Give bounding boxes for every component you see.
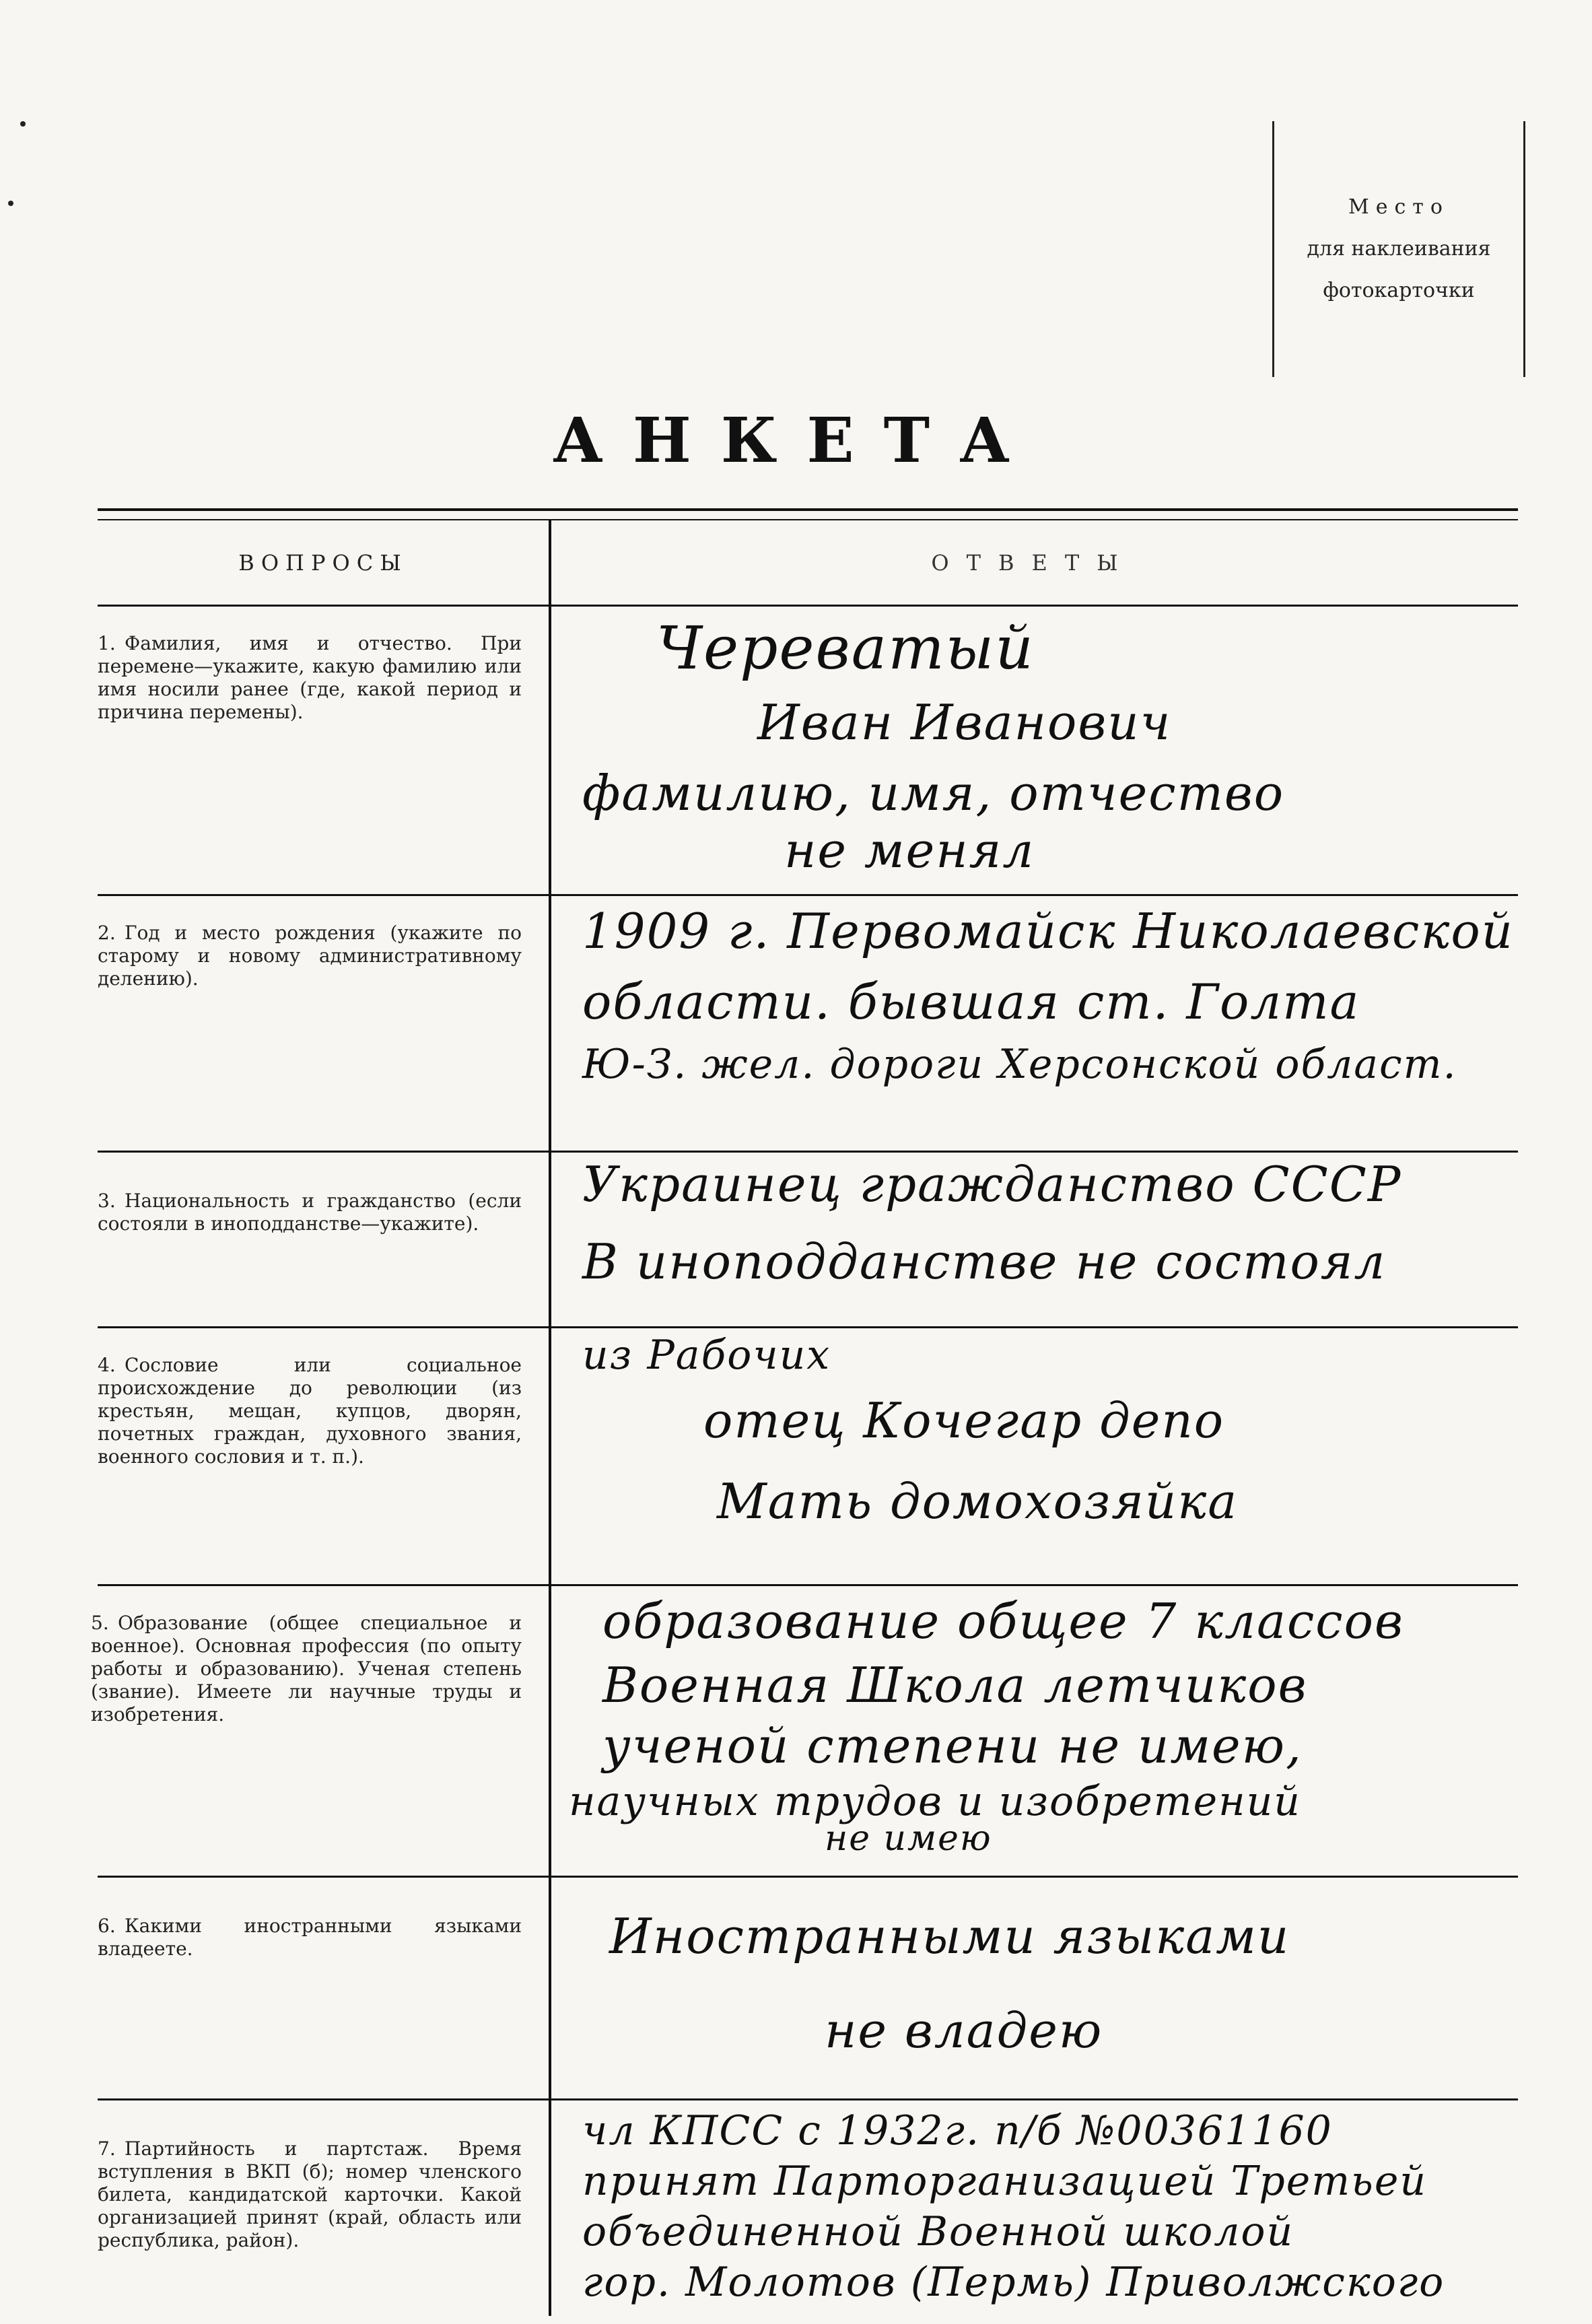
- photo-placeholder-box: [1272, 121, 1525, 377]
- answer-cell: [569, 2100, 1518, 2316]
- question-text: [98, 922, 522, 990]
- handwritten-answer-line: научных трудов и изобретений: [569, 1778, 1301, 1825]
- question-label: Образование (общее специальное и военное). Основная профессия (по опыту работы и образованию). Ученая степень (звание). Имеете ли научные труды и изобретения.: [91, 1612, 522, 1725]
- handwritten-answer-line: 1909 г. Первомайск Николаевской: [582, 903, 1515, 959]
- photo-box-line-2: для наклеивания: [1307, 237, 1491, 261]
- handwritten-answer-line: образование общее 7 классов: [602, 1593, 1404, 1649]
- column-divider: [549, 1586, 551, 1876]
- answer-cell: [569, 1328, 1518, 1584]
- question-text: [91, 1612, 522, 1726]
- scan-speck: [8, 201, 13, 206]
- question-number: 1.: [98, 632, 116, 654]
- handwritten-answer-line: объединенной Военной школой: [582, 2208, 1294, 2255]
- question-row-1: [98, 607, 1518, 896]
- handwritten-answer-line: Ю-З. жел. дороги Херсонской област.: [582, 1041, 1457, 1088]
- question-row-5: [91, 1586, 1518, 1878]
- handwritten-answer-line: области. бывшая ст. Голта: [582, 973, 1360, 1030]
- handwritten-answer-line: отец Кочегар депо: [703, 1392, 1225, 1449]
- photo-box-line-1: Место: [1348, 195, 1449, 219]
- handwritten-answer-line: Иван Иванович: [757, 694, 1172, 751]
- question-label: Национальность и гражданство (если состояли в иноподданстве—укажите).: [98, 1190, 522, 1235]
- form-title: АНКЕТА: [552, 404, 1040, 477]
- answer-cell: [569, 1153, 1518, 1326]
- question-text: [98, 1354, 522, 1468]
- handwritten-answer-line: принят Парторганизацией Третьей: [582, 2158, 1427, 2205]
- answer-cell: [569, 607, 1518, 894]
- handwritten-answer-line: не владею: [825, 2002, 1103, 2059]
- question-number: 3.: [98, 1190, 116, 1212]
- scan-speck: [20, 121, 26, 127]
- table-header: [98, 520, 1518, 607]
- handwritten-answer-line: фамилию, имя, отчество: [582, 765, 1285, 821]
- handwritten-answer-line: не имею: [825, 1818, 992, 1859]
- question-number: 6.: [98, 1915, 116, 1937]
- answer-cell: [569, 896, 1518, 1151]
- question-number: 2.: [98, 922, 116, 944]
- question-label: Год и место рождения (укажите по старому и новому административному делению).: [98, 922, 522, 990]
- handwritten-answer-line: гор. Молотов (Пермь) Приволжского: [582, 2259, 1445, 2306]
- handwritten-answer-line: Мать домохозяйка: [717, 1473, 1239, 1530]
- question-label: Сословие или социальное происхождение до революции (из крестьян, мещан, купцов, дворян, почетных граждан, духовного звания, военного сословия и т. п.).: [98, 1354, 522, 1468]
- handwritten-answer-line: чл КПСС с 1932г. п/б №00361160: [582, 2107, 1333, 2154]
- column-divider: [549, 2100, 551, 2316]
- answers-column-header: ОТВЕТЫ: [931, 549, 1136, 576]
- question-row-6: [98, 1878, 1518, 2100]
- question-number: 7.: [98, 2138, 116, 2160]
- question-text: [98, 2138, 522, 2252]
- questionnaire-table: [91, 508, 1518, 2316]
- column-divider: [549, 1153, 551, 1326]
- column-divider: [549, 607, 551, 894]
- question-row-4: [98, 1328, 1518, 1586]
- question-text: [98, 1915, 522, 1960]
- questions-column-header: ВОПРОСЫ: [238, 549, 408, 576]
- answer-cell: [569, 1586, 1518, 1876]
- handwritten-answer-line: Череватый: [656, 613, 1035, 683]
- table-top-rule: [98, 508, 1518, 520]
- handwritten-answer-line: ученой степени не имею,: [602, 1717, 1303, 1774]
- handwritten-answer-line: Военная Школа летчиков: [602, 1657, 1308, 1713]
- question-row-7: [98, 2100, 1518, 2316]
- question-label: Партийность и партстаж. Время вступления в ВКП (б); номер членского билета, кандидатской карточки. Какой организацией принят (край, область или республика, район).: [98, 2138, 522, 2251]
- column-divider: [549, 896, 551, 1151]
- answer-cell: [569, 1878, 1518, 2098]
- handwritten-answer-line: из Рабочих: [582, 1332, 831, 1379]
- question-label: Фамилия, имя и отчество. При перемене—укажите, какую фамилию или имя носили ранее (где, какой период и причина перемены).: [98, 632, 522, 723]
- column-divider: [549, 1328, 551, 1584]
- question-label: Какими иностранными языками владеете.: [98, 1915, 522, 1960]
- photo-box-line-3: фотокарточки: [1323, 279, 1475, 302]
- question-text: [98, 1190, 522, 1235]
- handwritten-answer-line: Украинец гражданство СССР: [582, 1156, 1402, 1212]
- handwritten-answer-line: не менял: [784, 822, 1035, 879]
- handwritten-answer-line: В иноподданстве не состоял: [582, 1233, 1387, 1290]
- column-divider: [549, 520, 551, 605]
- column-divider: [549, 1878, 551, 2098]
- question-row-3: [98, 1153, 1518, 1328]
- question-number: 4.: [98, 1354, 116, 1376]
- handwritten-answer-line: Иностранными языками: [609, 1908, 1290, 1964]
- question-number: 5.: [91, 1612, 109, 1634]
- question-row-2: [98, 896, 1518, 1153]
- question-text: [98, 632, 522, 724]
